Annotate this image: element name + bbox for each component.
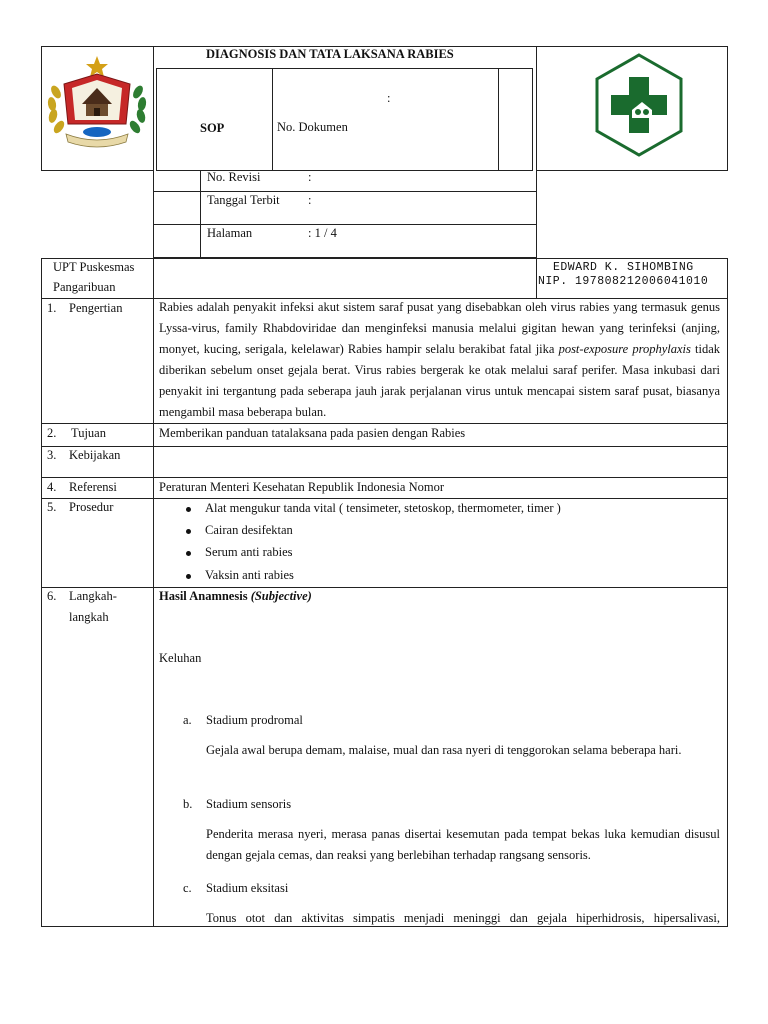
- list-item: Serum anti rabies: [205, 545, 293, 559]
- section-number: 6.: [47, 589, 57, 603]
- section-label-pengertian: Pengertian: [69, 301, 123, 315]
- bullet-icon: [186, 574, 191, 579]
- list-item: Alat mengukur tanda vital ( tensimeter, stetoskop, thermometer, timer ): [205, 501, 561, 515]
- sop-label: SOP: [200, 121, 225, 135]
- stage-desc: Penderita merasa nyeri, merasa panas disertai kesemutan pada tempat bekas luka kemudian disusul dengan gejala cemas, dan reaksi yang berlebihan terhadap rangsang sensoris.: [206, 827, 720, 862]
- no-dokumen-colon: :: [387, 91, 391, 105]
- section-label-langkah-line2: langkah: [69, 610, 109, 624]
- bullet-icon: [186, 507, 191, 512]
- institution-name-line2: Pangaribuan: [53, 280, 116, 294]
- bullet-icon: [186, 551, 191, 556]
- halaman-value: : 1 / 4: [308, 226, 337, 240]
- stage-desc: Tonus otot dan aktivitas simpatis menjadi meninggi dan gejala hiperhidrosis, hipersalivasi,: [206, 911, 720, 925]
- section-number: 2.: [47, 426, 57, 440]
- stage-title: Stadium prodromal: [206, 713, 303, 727]
- anamnesis-heading: Hasil Anamnesis (Subjective): [159, 589, 312, 603]
- institution-name: UPT Puskesmas: [53, 260, 135, 274]
- section-number: 3.: [47, 448, 57, 462]
- document-title: DIAGNOSIS DAN TATA LAKSANA RABIES: [206, 47, 454, 61]
- section-label-referensi: Referensi: [69, 480, 117, 494]
- halaman-label: Halaman: [207, 226, 253, 240]
- stage-letter: a.: [183, 713, 192, 727]
- section-number: 5.: [47, 500, 57, 514]
- bullet-icon: [186, 529, 191, 534]
- puskesmas-logo: [592, 52, 686, 158]
- stage-title: Stadium eksitasi: [206, 881, 289, 895]
- keluhan-label: Keluhan: [159, 651, 202, 665]
- tanggal-terbit-value: :: [308, 193, 312, 207]
- section-number: 1.: [47, 301, 57, 315]
- tujuan-text: Memberikan panduan tatalaksana pada pasien dengan Rabies: [159, 426, 466, 440]
- officer-name: EDWARD K. SIHOMBING: [553, 261, 694, 274]
- stage-desc: Gejala awal berupa demam, malaise, mual dan rasa nyeri di tenggorokan selama beberapa hari.: [206, 743, 682, 757]
- pengertian-text: Rabies adalah penyakit infeksi akut sistem saraf pusat yang disebabkan oleh virus rabies yang termasuk genus Lyssa-virus, family Rhabdoviridae dan menginfeksi manusia melalui gigitan hewan yang terinfeksi (anjing, monyet, kucing, serigala, kelelawar) Rabies hampir selalu berakibat fatal jika post-exposure prophylaxis tidak diberikan sebelum onset gejala berat. Virus rabies bergerak ke otak melalui saraf perifer. Masa inkubasi dari penyakit ini tergantung pada seberapa jauh jarak perjalanan virus untuk mencapai sistem saraf pusat, biasanya mengambil masa beberapa bulan.: [159, 300, 720, 419]
- tanggal-terbit-label: Tanggal Terbit: [207, 193, 280, 207]
- stage-letter: b.: [183, 797, 193, 811]
- regional-seal-logo: [42, 52, 152, 152]
- stage-letter: c.: [183, 881, 192, 895]
- stage-title: Stadium sensoris: [206, 797, 292, 811]
- section-label-langkah: Langkah-: [69, 589, 117, 603]
- no-revisi-label: No. Revisi: [207, 170, 261, 184]
- section-number: 4.: [47, 480, 57, 494]
- section-label-tujuan: Tujuan: [71, 426, 106, 440]
- list-item: Vaksin anti rabies: [205, 568, 294, 582]
- no-revisi-value: :: [308, 170, 312, 184]
- officer-nip: NIP. 197808212006041010: [538, 275, 709, 288]
- referensi-text: Peraturan Menteri Kesehatan Republik Indonesia Nomor: [159, 480, 444, 494]
- section-label-prosedur: Prosedur: [69, 500, 114, 514]
- list-item: Cairan desifektan: [205, 523, 293, 537]
- no-dokumen-label: No. Dokumen: [277, 120, 348, 134]
- section-label-kebijakan: Kebijakan: [69, 448, 121, 462]
